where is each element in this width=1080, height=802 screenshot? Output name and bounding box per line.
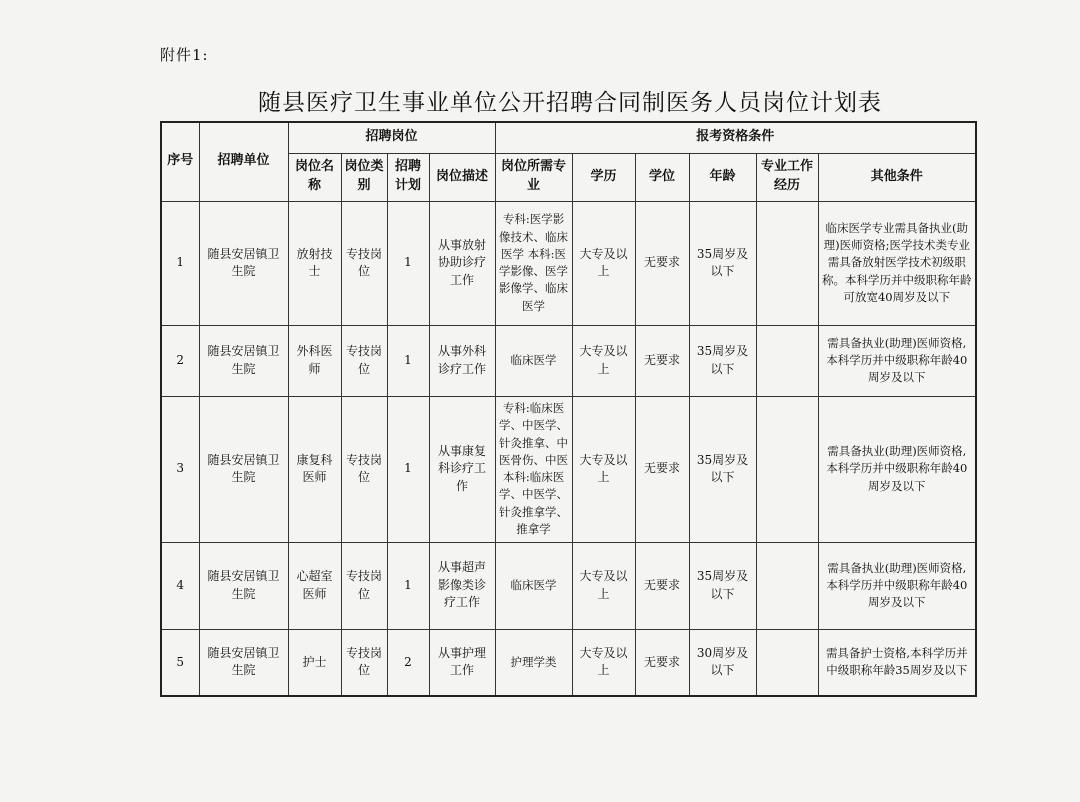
cell-seq: 4	[161, 542, 199, 629]
cell-seq: 2	[161, 325, 199, 396]
cell-other: 需具备执业(助理)医师资格,本科学历并中级职称年龄40周岁及以下	[818, 542, 976, 629]
cell-unit: 随县安居镇卫生院	[199, 629, 288, 696]
cell-major: 临床医学	[495, 542, 572, 629]
cell-age: 35周岁及以下	[689, 201, 756, 325]
cell-experience	[756, 396, 818, 542]
table-row	[161, 201, 976, 325]
cell-seq: 1	[161, 201, 199, 325]
cell-seq: 3	[161, 396, 199, 542]
cell-plan: 1	[387, 396, 429, 542]
header-other: 其他条件	[818, 153, 976, 201]
cell-post-name: 放射技士	[288, 201, 341, 325]
table-row	[161, 396, 976, 542]
cell-degree: 无要求	[635, 396, 689, 542]
cell-other: 需具备执业(助理)医师资格,本科学历并中级职称年龄40周岁及以下	[818, 325, 976, 396]
header-post-name: 岗位名称	[288, 153, 341, 201]
header-unit: 招聘单位	[199, 122, 288, 201]
cell-experience	[756, 629, 818, 696]
cell-post-desc: 从事护理工作	[429, 629, 495, 696]
cell-post-name: 康复科医师	[288, 396, 341, 542]
cell-unit: 随县安居镇卫生院	[199, 201, 288, 325]
cell-age: 35周岁及以下	[689, 542, 756, 629]
cell-unit: 随县安居镇卫生院	[199, 396, 288, 542]
table-row	[161, 542, 976, 629]
cell-post-desc: 从事放射协助诊疗工作	[429, 201, 495, 325]
cell-age: 35周岁及以下	[689, 396, 756, 542]
header-post-desc: 岗位描述	[429, 153, 495, 201]
cell-experience	[756, 201, 818, 325]
cell-degree: 无要求	[635, 325, 689, 396]
header-experience: 专业工作经历	[756, 153, 818, 201]
cell-experience	[756, 542, 818, 629]
recruitment-plan-table	[160, 121, 977, 697]
cell-post-name: 外科医师	[288, 325, 341, 396]
cell-seq: 5	[161, 629, 199, 696]
cell-education: 大专及以上	[572, 629, 635, 696]
cell-unit: 随县安居镇卫生院	[199, 325, 288, 396]
header-qualification-group: 报考资格条件	[495, 122, 976, 153]
header-post-type: 岗位类别	[341, 153, 387, 201]
cell-education: 大专及以上	[572, 201, 635, 325]
cell-major: 临床医学	[495, 325, 572, 396]
cell-post-type: 专技岗位	[341, 542, 387, 629]
cell-post-type: 专技岗位	[341, 325, 387, 396]
cell-degree: 无要求	[635, 629, 689, 696]
cell-post-desc: 从事康复科诊疗工作	[429, 396, 495, 542]
cell-other: 需具备执业(助理)医师资格,本科学历并中级职称年龄40周岁及以下	[818, 396, 976, 542]
cell-education: 大专及以上	[572, 542, 635, 629]
header-age: 年龄	[689, 153, 756, 201]
header-degree: 学位	[635, 153, 689, 201]
table-row	[161, 325, 976, 396]
cell-other: 临床医学专业需具备执业(助理)医师资格;医学技术类专业需具备放射医学技术初级职称。本科学历并中级职称年龄可放宽40周岁及以下	[818, 201, 976, 325]
cell-post-type: 专技岗位	[341, 629, 387, 696]
cell-education: 大专及以上	[572, 396, 635, 542]
cell-post-type: 专技岗位	[341, 396, 387, 542]
cell-unit: 随县安居镇卫生院	[199, 542, 288, 629]
header-seq: 序号	[161, 122, 199, 201]
cell-post-desc: 从事超声影像类诊疗工作	[429, 542, 495, 629]
cell-major: 专科:临床医学、中医学、针灸推拿、中医骨伤、中医 本科:临床医学、中医学、针灸推拿学、推拿学	[495, 396, 572, 542]
cell-major: 护理学类	[495, 629, 572, 696]
table-row	[161, 629, 976, 696]
cell-post-name: 心超室医师	[288, 542, 341, 629]
cell-plan: 1	[387, 325, 429, 396]
cell-plan: 1	[387, 542, 429, 629]
header-major: 岗位所需专业	[495, 153, 572, 201]
cell-post-name: 护士	[288, 629, 341, 696]
cell-plan: 1	[387, 201, 429, 325]
cell-age: 35周岁及以下	[689, 325, 756, 396]
header-post-group: 招聘岗位	[288, 122, 495, 153]
cell-age: 30周岁及以下	[689, 629, 756, 696]
page-title: 随县医疗卫生事业单位公开招聘合同制医务人员岗位计划表	[258, 90, 882, 116]
cell-education: 大专及以上	[572, 325, 635, 396]
cell-plan: 2	[387, 629, 429, 696]
cell-degree: 无要求	[635, 542, 689, 629]
header-education: 学历	[572, 153, 635, 201]
cell-major: 专科:医学影像技术、临床医学 本科:医学影像、医学影像学、临床医学	[495, 201, 572, 325]
header-plan: 招聘计划	[387, 153, 429, 201]
cell-degree: 无要求	[635, 201, 689, 325]
cell-post-type: 专技岗位	[341, 201, 387, 325]
cell-experience	[756, 325, 818, 396]
cell-post-desc: 从事外科诊疗工作	[429, 325, 495, 396]
annex-label: 附件1:	[160, 46, 209, 64]
cell-other: 需具备护士资格,本科学历并中级职称年龄35周岁及以下	[818, 629, 976, 696]
